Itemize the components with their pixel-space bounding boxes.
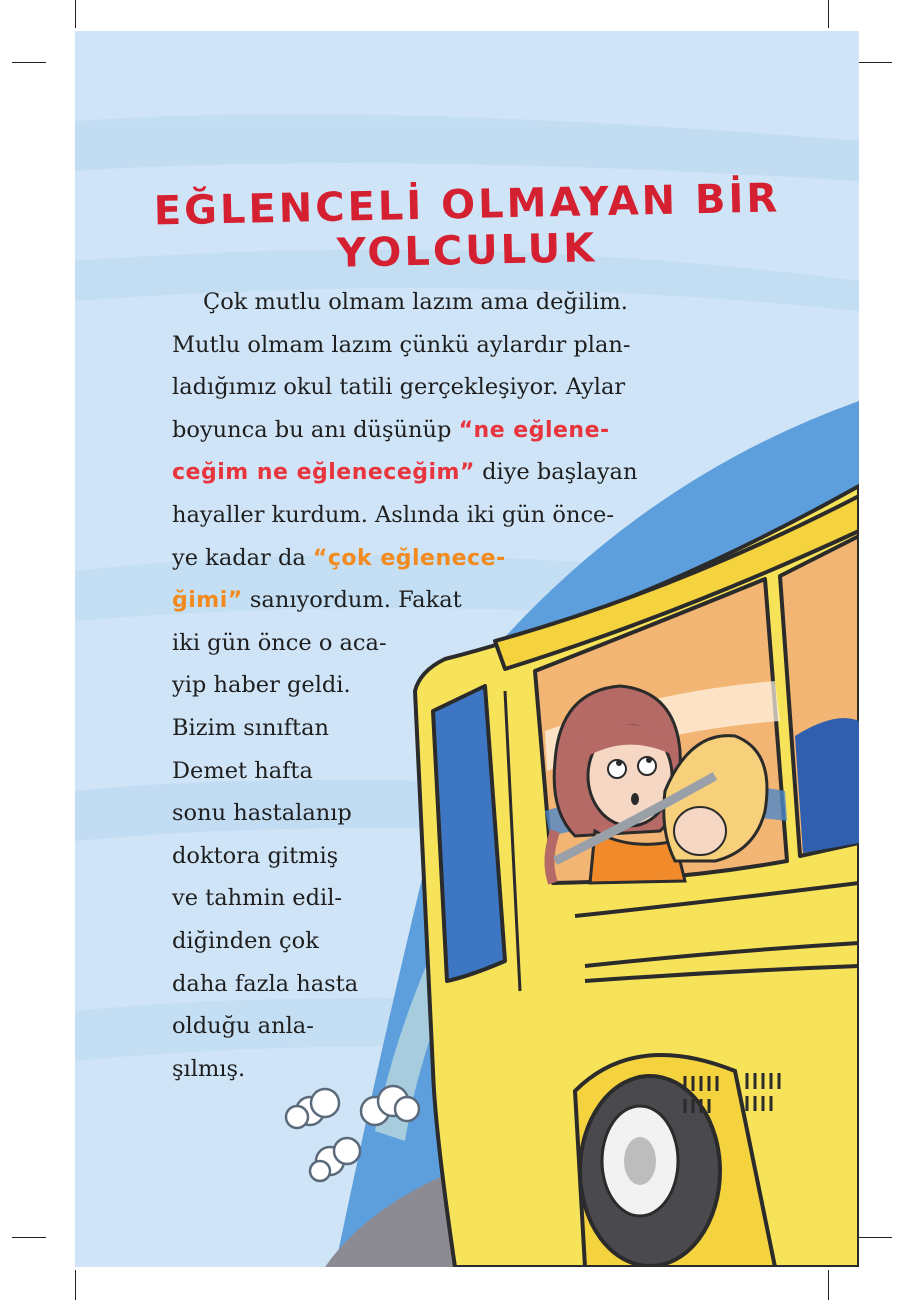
text-run: olduğu anla- [172, 1013, 314, 1040]
text-line [172, 713, 329, 743]
crop-mark-top-right-v [828, 0, 829, 28]
text-run: daha fazla hasta [172, 970, 359, 997]
highlighted-phrase: ğimi” [172, 588, 243, 614]
text-run: şılmış. [172, 1055, 246, 1082]
text-line [172, 969, 358, 999]
crop-mark-bottom-right-v [828, 1270, 829, 1300]
book-page [75, 31, 859, 1267]
text-run: Çok mutlu olmam lazım ama değilim. [203, 289, 628, 315]
highlighted-phrase: “çok eğlenece- [312, 545, 506, 571]
text-line [172, 585, 462, 616]
chapter-title-line-2: YOLCULUK [336, 225, 598, 277]
text-run: hayaller kurdum. Aslında iki gün önce- [172, 502, 614, 528]
text-line [172, 926, 319, 956]
text-line [203, 287, 628, 317]
highlighted-phrase: ceğim ne eğleneceğim” [172, 460, 475, 486]
text-line [172, 756, 313, 786]
text-line [172, 798, 352, 828]
text-line [172, 330, 631, 360]
text-line [172, 883, 342, 913]
crop-mark-bottom-right-h [858, 1237, 892, 1238]
crop-mark-top-left-h [12, 62, 46, 63]
text-run: diğinden çok [172, 928, 319, 954]
crop-mark-top-right-h [858, 62, 892, 63]
text-run: ye kadar da [172, 544, 313, 571]
text-run: diye başlayan [474, 459, 638, 486]
text-line [172, 1011, 314, 1041]
text-run: Bizim sınıftan [172, 715, 329, 741]
text-run: ve tahmin edil- [172, 885, 343, 912]
chapter-title-line-1: EĞLENCELİ OLMAYAN BİR [153, 175, 781, 235]
text-line [172, 415, 610, 446]
text-line [172, 670, 351, 700]
text-run: ladığımız okul tatili gerçekleşiyor. Aylar [172, 374, 626, 401]
text-run: iki gün önce o aca- [172, 629, 387, 656]
text-run: Demet hafta [172, 757, 313, 784]
highlighted-phrase: “ne eğlene- [458, 417, 610, 443]
text-line [172, 372, 625, 402]
text-run: Mutlu olmam lazım çünkü aylardır plan- [172, 331, 631, 358]
text-run: boyunca bu anı düşünüp [172, 416, 459, 443]
crop-mark-bottom-left-v [75, 1270, 76, 1300]
text-run: sonu hastalanıp [172, 800, 352, 827]
text-line [172, 543, 506, 574]
text-line [172, 500, 614, 530]
text-line [172, 1054, 245, 1084]
crop-mark-top-left-v [75, 0, 76, 28]
text-line [172, 457, 637, 488]
text-run: doktora gitmiş [172, 842, 339, 869]
text-run: sanıyordum. Fakat [242, 587, 462, 614]
crop-mark-bottom-left-h [12, 1237, 46, 1238]
text-line [172, 628, 387, 658]
text-run: yip haber geldi. [172, 672, 351, 699]
text-line [172, 841, 338, 871]
